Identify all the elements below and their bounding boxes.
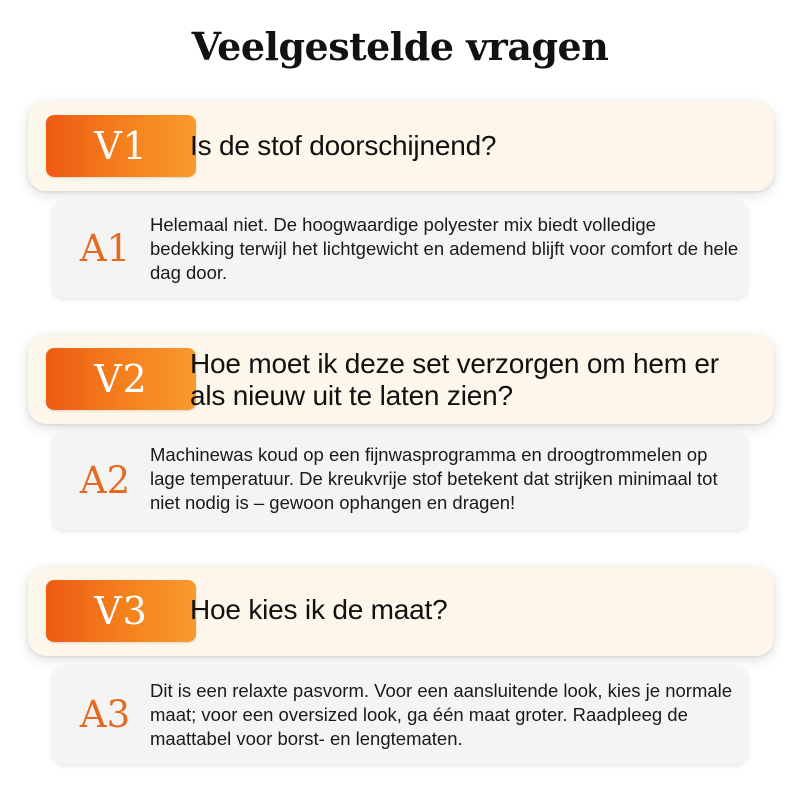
question-number-badge: V3 bbox=[46, 580, 196, 642]
answer-number-label: A3 bbox=[79, 693, 131, 736]
faq-answer-card bbox=[52, 432, 748, 530]
faq-answer-card bbox=[52, 666, 748, 764]
answer-number-label: A2 bbox=[79, 459, 131, 502]
faq-question-card[interactable] bbox=[28, 101, 774, 191]
answer-text: Dit is een relaxte pasvorm. Voor een aansluitende look, kies je normale maat; voor een oversized look, ga één maat groter. Raadpleeg de maattabel voor borst- en lengtematen. bbox=[150, 680, 733, 749]
question-text: Hoe moet ik deze set verzorgen om hem er als nieuw uit te laten zien? bbox=[190, 348, 719, 411]
question-text: Hoe kies ik de maat? bbox=[190, 594, 448, 625]
faq-question-card[interactable] bbox=[28, 566, 774, 656]
page-title: Veelgestelde vragen bbox=[191, 24, 609, 69]
question-number-badge: V1 bbox=[46, 115, 196, 177]
faq-question-card[interactable] bbox=[28, 334, 774, 424]
question-text: Is de stof doorschijnend? bbox=[190, 130, 497, 161]
question-number-badge: V2 bbox=[46, 348, 196, 410]
faq-answer-card bbox=[52, 200, 748, 298]
answer-text: Helemaal niet. De hoogwaardige polyester mix biedt volledige bedekking terwijl het lichtgewicht en ademend blijft voor comfort de hele dag door. bbox=[150, 214, 739, 283]
answer-text: Machinewas koud op een fijnwasprogramma en droogtrommelen op lage temperatuur. De kreukvrije stof betekent dat strijken minimaal tot niet nodig is – gewoon ophangen en dragen! bbox=[150, 444, 718, 513]
answer-number-label: A1 bbox=[79, 227, 131, 270]
